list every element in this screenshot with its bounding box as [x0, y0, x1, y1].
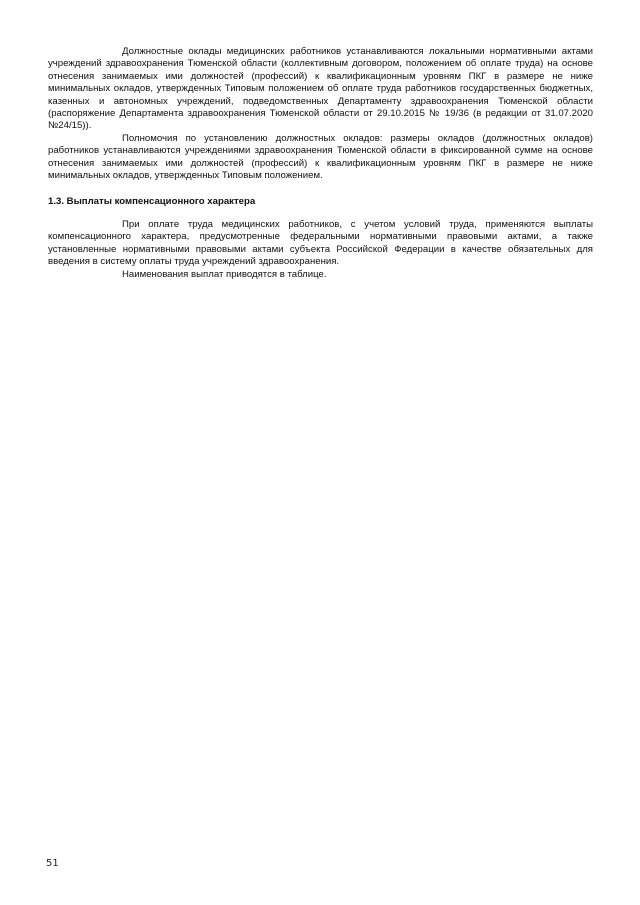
paragraph-compensation-payments: При оплате труда медицинских работников, с учетом условий труда, применяются выплаты компенсационного характера, предусмотренные федеральными нормативными правовыми актами, а также установленные нормативными правовыми актами субъекта Российской Федерации в качестве обязательных для введения в систему оплаты труда учреждений здравоохранения.: [48, 218, 593, 268]
page-number: 51: [46, 858, 59, 869]
document-body: [48, 46, 593, 281]
paragraph-payments-table-note: Наименования выплат приводятся в таблице.: [122, 268, 327, 280]
paragraph-official-salaries: Должностные оклады медицинских работников устанавливаются локальными нормативными актами учреждений здравоохранения Тюменской области (коллективным договором, положением об оплате труда) на основе отнесения занимаемых ими должностей (профессий) к квалификационным уровням ПКГ в размере не ниже минимальных окладов, утвержденных Типовым положением об оплате труда работников государственных бюджетных, казенных и автономных учреждений, подведомственных Департаменту здравоохранения Тюменской области (распоряжение Департамента здравоохранения Тюменской области от 29.10.2015 № 19/36 (в редакции от 31.07.2020 №24/15)).: [48, 46, 593, 132]
paragraph-salary-authority: Полномочия по установлению должностных окладов: размеры окладов (должностных окладов) работников устанавливаются учреждениями здравоохранения Тюменской области в фиксированной сумме на основе отнесения занимаемых ими должностей (профессий) к квалификационным уровням ПКГ в размере не ниже минимальных окладов, утвержденных Типовым положением.: [48, 132, 593, 182]
section-heading-compensation-payments: 1.3. Выплаты компенсационного характера: [48, 196, 256, 208]
